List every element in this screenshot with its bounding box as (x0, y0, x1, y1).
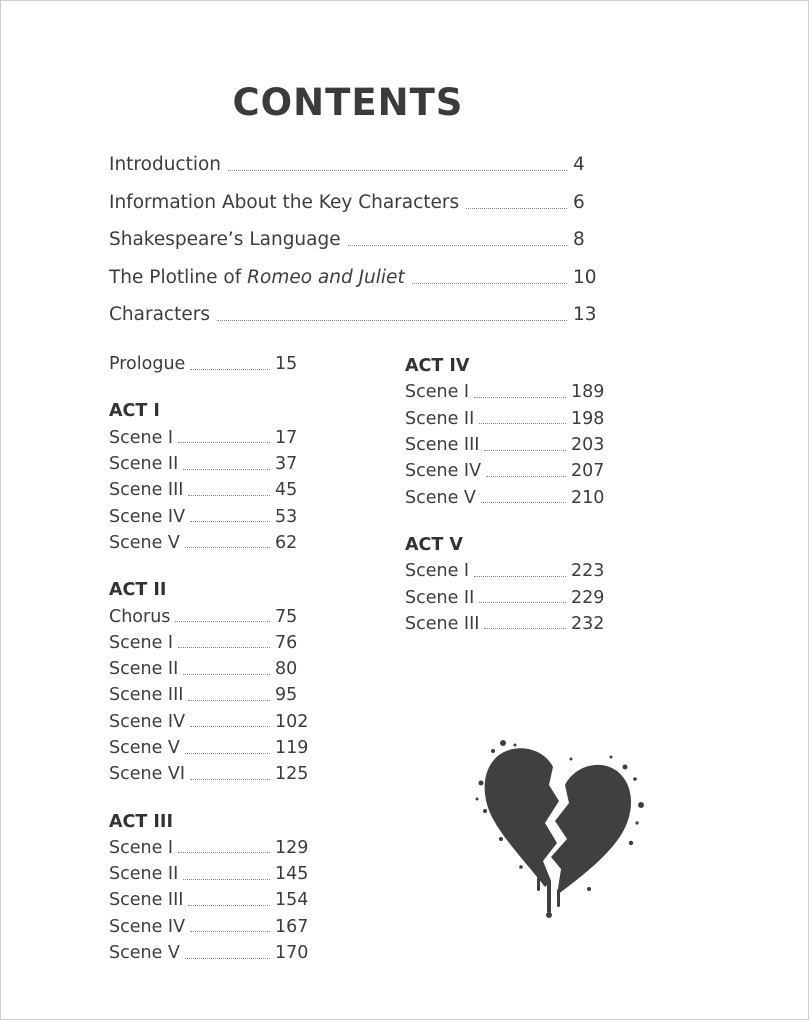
dot-leader (412, 283, 567, 284)
dot-leader (484, 450, 566, 451)
act-heading: ACT I (109, 401, 160, 422)
toc-entry-label: Characters (109, 304, 210, 326)
toc-entry-label (109, 267, 405, 288)
toc-entry[interactable] (109, 887, 309, 913)
toc-entry-page: 17 (275, 427, 298, 448)
toc-entry[interactable] (109, 630, 309, 656)
broken-heart-splatter-icon (471, 739, 651, 929)
act-section (405, 532, 605, 637)
toc-entry-page: 53 (275, 506, 298, 527)
toc-entry-page: 95 (275, 685, 298, 706)
toc-entry-introduction[interactable] (109, 146, 595, 184)
toc-entry-label: Information About the Key Characters (109, 191, 460, 213)
toc-entry-page: 80 (275, 659, 298, 680)
toc-entry[interactable] (109, 603, 309, 629)
toc-entry-page: 145 (275, 864, 309, 885)
toc-entry-label: Scene II (109, 864, 179, 885)
toc-entry-page: 223 (571, 561, 605, 582)
toc-entry[interactable] (405, 379, 605, 405)
dot-leader (217, 320, 567, 321)
toc-entry-label: Scene I (405, 382, 470, 403)
dot-leader (183, 879, 270, 880)
toc-entry-page: 8 (573, 229, 585, 251)
toc-entry[interactable] (109, 761, 309, 787)
toc-entry-page: 37 (275, 454, 298, 475)
toc-entry-page: 13 (573, 304, 597, 326)
toc-entry-page: 207 (571, 461, 605, 482)
dot-leader (348, 245, 567, 246)
toc-entry[interactable] (405, 558, 605, 584)
toc-entry-label: Scene VI (109, 764, 186, 785)
toc-entry[interactable] (109, 451, 309, 477)
dot-leader (486, 476, 566, 477)
dot-leader (190, 931, 270, 932)
toc-entry[interactable] (109, 530, 309, 556)
toc-entry[interactable] (109, 914, 309, 940)
toc-entry-page: 167 (275, 916, 309, 937)
toc-entry-page: 6 (573, 191, 585, 213)
drip (537, 877, 540, 891)
toc-entry-page: 4 (573, 154, 585, 176)
toc-entry-label: Scene IV (405, 461, 482, 482)
dot-leader (474, 576, 566, 577)
toc-entry-page: 119 (275, 738, 309, 758)
dot-leader (228, 170, 567, 171)
toc-entry-label: Scene III (109, 890, 184, 911)
toc-entry[interactable] (109, 682, 309, 708)
dot-leader (178, 852, 270, 853)
toc-entry-label: Scene I (405, 561, 470, 582)
toc-entry[interactable] (109, 735, 309, 761)
front-matter-list (109, 146, 595, 334)
toc-entry-label: Scene V (405, 487, 476, 508)
toc-entry[interactable] (109, 709, 309, 735)
dot-leader (188, 700, 270, 701)
toc-entry-label: Scene I (109, 837, 174, 858)
toc-entry[interactable] (109, 835, 309, 861)
dot-leader (479, 602, 566, 603)
toc-entry[interactable] (109, 425, 309, 451)
drip (557, 889, 560, 907)
toc-right-column (405, 353, 605, 637)
toc-entry-label: Scene I (109, 632, 174, 653)
toc-entry-label: Scene II (109, 454, 179, 475)
toc-entry-label: Scene IV (109, 916, 186, 937)
toc-entry-label: Scene V (109, 532, 180, 553)
toc-entry-label: Scene IV (109, 506, 186, 527)
toc-entry-label: Scene II (405, 587, 475, 608)
toc-entry[interactable] (405, 484, 605, 510)
drip (547, 879, 551, 913)
toc-entry-page: 62 (275, 532, 298, 553)
toc-entry-page: 15 (275, 354, 298, 375)
toc-entry-page: 76 (275, 632, 298, 653)
toc-entry-prologue[interactable] (109, 351, 309, 377)
dot-leader (178, 442, 270, 443)
toc-entry-label-italic: Romeo and Juliet (247, 266, 405, 288)
toc-entry-label: Scene V (109, 943, 180, 964)
toc-entry-label: Scene V (109, 738, 180, 758)
toc-entry-language[interactable] (109, 221, 595, 259)
dot-leader (484, 628, 566, 629)
toc-entry-label: Scene III (405, 435, 480, 456)
dot-leader (185, 753, 270, 754)
toc-entry-label: Introduction (109, 154, 222, 176)
toc-entry[interactable] (109, 861, 309, 887)
toc-entry[interactable] (109, 477, 309, 503)
dot-leader (178, 647, 270, 648)
toc-entry[interactable] (405, 432, 605, 458)
act-heading: ACT II (109, 580, 167, 601)
toc-entry-page: 129 (275, 837, 309, 858)
toc-entry[interactable] (405, 611, 605, 637)
dot-leader (474, 397, 566, 398)
act-section (109, 577, 309, 787)
dot-leader (190, 726, 270, 727)
toc-entry[interactable] (109, 940, 309, 966)
toc-entry[interactable] (405, 458, 605, 484)
toc-entry-page: 102 (275, 711, 309, 732)
toc-entry-label: Scene II (109, 659, 179, 680)
toc-entry-label: Scene III (109, 685, 184, 706)
toc-entry-page: 10 (573, 266, 597, 288)
toc-entry[interactable] (109, 503, 309, 529)
toc-entry-page: 229 (571, 587, 605, 608)
toc-entry-page: 170 (275, 943, 309, 964)
dot-leader (466, 208, 567, 209)
act-heading: ACT III (109, 811, 173, 832)
dot-leader (183, 674, 270, 675)
toc-entry-page: 210 (571, 487, 605, 508)
toc-entry-label: Scene IV (109, 711, 186, 732)
toc-entry[interactable] (405, 406, 605, 432)
dot-leader (479, 423, 566, 424)
toc-entry-key-characters[interactable] (109, 184, 595, 222)
act-heading: ACT IV (405, 356, 470, 377)
dot-leader (190, 521, 270, 522)
dot-leader (175, 621, 270, 622)
toc-entry-label: Scene III (405, 613, 480, 634)
act-section (405, 353, 605, 511)
act-section (109, 398, 309, 556)
dot-leader (183, 469, 270, 470)
act-section (109, 808, 309, 966)
page-title: CONTENTS (232, 81, 464, 124)
dot-leader (188, 905, 270, 906)
toc-entry-plotline[interactable] (109, 259, 595, 297)
toc-entry-label: Scene III (109, 480, 184, 501)
toc-entry-page: 198 (571, 408, 605, 429)
toc-entry-label: Scene I (109, 427, 174, 448)
heart-right-half (551, 765, 631, 895)
dot-leader (185, 547, 270, 548)
toc-left-column (109, 351, 309, 966)
toc-entry-label: Scene II (405, 408, 475, 429)
dot-leader (190, 779, 270, 780)
toc-entry-page: 232 (571, 613, 605, 634)
toc-entry-page: 154 (275, 890, 309, 911)
toc-entry[interactable] (405, 584, 605, 610)
toc-entry-label-prefix: The Plotline of (109, 266, 248, 288)
toc-entry-label: Chorus (109, 606, 171, 627)
dot-leader (190, 369, 270, 370)
act-heading: ACT V (405, 534, 463, 555)
dot-leader (185, 958, 270, 959)
dot-leader (188, 495, 270, 496)
toc-entry-page: 45 (275, 480, 298, 501)
toc-entry-page: 189 (571, 382, 605, 403)
toc-entry-page: 125 (275, 764, 309, 785)
toc-entry-label: Prologue (109, 354, 186, 375)
toc-entry-characters[interactable] (109, 296, 595, 334)
toc-entry-page: 203 (571, 435, 605, 456)
toc-entry[interactable] (109, 656, 309, 682)
toc-entry-label: Shakespeare’s Language (109, 229, 341, 251)
dot-leader (481, 502, 566, 503)
toc-entry-page: 75 (275, 606, 298, 627)
